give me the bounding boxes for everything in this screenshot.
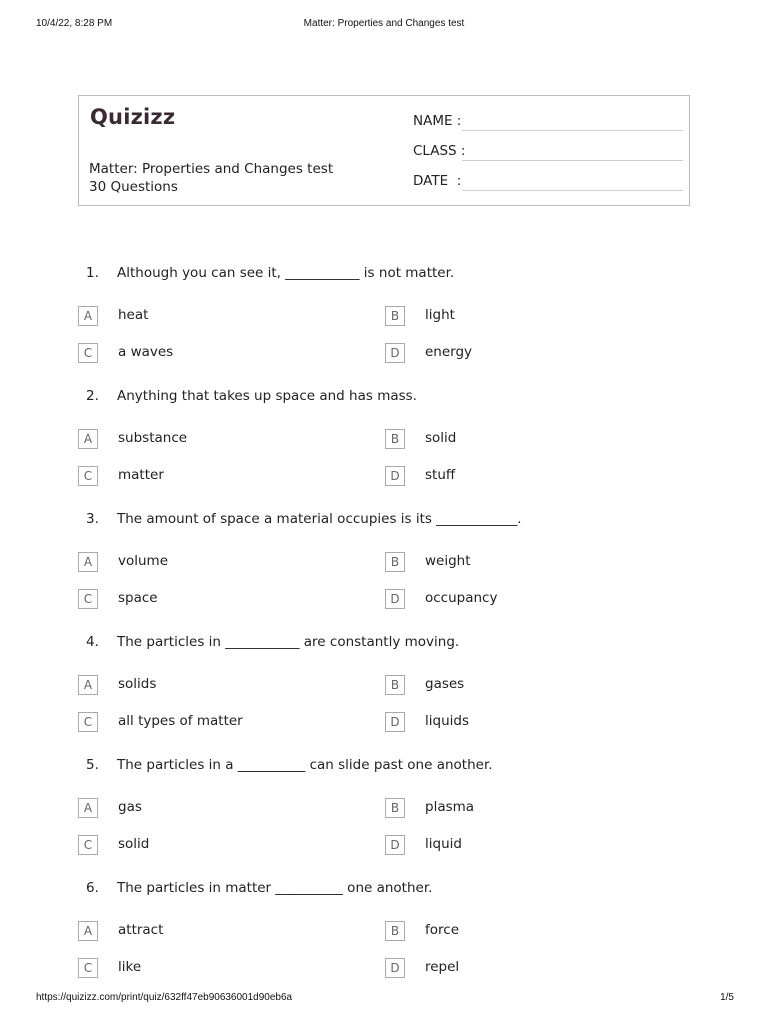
option-text: space [118, 590, 158, 606]
option-text: weight [425, 553, 471, 569]
name-field[interactable] [413, 113, 683, 131]
option-letter-box[interactable]: D [385, 835, 405, 855]
option-text: substance [118, 430, 188, 446]
option-text: solid [118, 836, 150, 852]
option-letter-box[interactable]: C [78, 466, 98, 486]
question-number: 2. [86, 388, 99, 404]
option-text: a waves [118, 344, 174, 360]
option-text: plasma [425, 799, 475, 815]
question-3 [0, 511, 768, 635]
question-text: Although you can see it, ___________ is not matter. [117, 265, 455, 281]
question-4 [0, 634, 768, 758]
print-footer [0, 992, 768, 1006]
question-text: The amount of space a material occupies is its ____________. [117, 511, 522, 527]
question-text: The particles in ___________ are constantly moving. [117, 634, 460, 650]
option-text: light [425, 307, 455, 323]
option-text: matter [118, 467, 164, 483]
question-number: 6. [86, 880, 99, 896]
option-text: gases [425, 676, 465, 692]
option-text: liquids [425, 713, 469, 729]
question-5 [0, 757, 768, 881]
question-text: The particles in matter __________ one another. [117, 880, 433, 896]
option-text: energy [425, 344, 473, 360]
quizizz-logo: Quizizz [90, 105, 176, 129]
option-text: solid [425, 430, 457, 446]
class-label: CLASS : [413, 143, 466, 159]
option-text: gas [118, 799, 142, 815]
option-letter-box[interactable]: A [78, 552, 98, 572]
option-letter-box[interactable]: D [385, 466, 405, 486]
option-letter-box[interactable]: B [385, 306, 405, 326]
option-text: stuff [425, 467, 456, 483]
option-text: like [118, 959, 142, 975]
question-number: 4. [86, 634, 99, 650]
option-text: liquid [425, 836, 462, 852]
option-letter-box[interactable]: D [385, 712, 405, 732]
option-text: repel [425, 959, 460, 975]
print-datetime: 10/4/22, 8:28 PM [36, 18, 113, 29]
print-doc-title: Matter: Properties and Changes test [303, 18, 465, 29]
question-number: 3. [86, 511, 99, 527]
option-letter-box[interactable]: A [78, 306, 98, 326]
name-label: NAME : [413, 113, 462, 129]
option-letter-box[interactable]: B [385, 798, 405, 818]
option-letter-box[interactable]: B [385, 921, 405, 941]
option-letter-box[interactable]: B [385, 675, 405, 695]
question-text: Anything that takes up space and has mass. [117, 388, 417, 404]
question-number: 5. [86, 757, 99, 773]
option-letter-box[interactable]: A [78, 675, 98, 695]
option-text: heat [118, 307, 149, 323]
question-1 [0, 265, 768, 389]
question-number: 1. [86, 265, 99, 281]
option-letter-box[interactable]: C [78, 958, 98, 978]
option-letter-box[interactable]: D [385, 958, 405, 978]
question-text: The particles in a __________ can slide past one another. [117, 757, 493, 773]
quiz-title: Matter: Properties and Changes test [89, 161, 334, 177]
option-letter-box[interactable]: B [385, 552, 405, 572]
print-header [0, 18, 768, 32]
option-letter-box[interactable]: D [385, 343, 405, 363]
option-letter-box[interactable]: A [78, 429, 98, 449]
quiz-header-box [78, 95, 690, 206]
date-label: DATE : [413, 173, 462, 189]
option-letter-box[interactable]: C [78, 712, 98, 732]
question-2 [0, 388, 768, 512]
option-letter-box[interactable]: D [385, 589, 405, 609]
option-letter-box[interactable]: A [78, 921, 98, 941]
date-field[interactable] [413, 173, 683, 191]
class-field[interactable] [413, 143, 683, 161]
question-6 [0, 880, 768, 1004]
option-letter-box[interactable]: B [385, 429, 405, 449]
option-text: volume [118, 553, 169, 569]
class-line[interactable] [462, 160, 683, 161]
option-text: force [425, 922, 459, 938]
option-letter-box[interactable]: A [78, 798, 98, 818]
option-text: all types of matter [118, 713, 243, 729]
option-letter-box[interactable]: C [78, 589, 98, 609]
date-line[interactable] [462, 190, 683, 191]
question-count: 30 Questions [89, 179, 178, 195]
option-text: occupancy [425, 590, 498, 606]
option-text: attract [118, 922, 164, 938]
print-url[interactable]: https://quizizz.com/print/quiz/632ff47eb90636001d90eb6a [36, 992, 293, 1003]
option-text: solids [118, 676, 157, 692]
option-letter-box[interactable]: C [78, 835, 98, 855]
print-page-number: 1/5 [720, 992, 734, 1003]
name-line[interactable] [462, 130, 683, 131]
option-letter-box[interactable]: C [78, 343, 98, 363]
